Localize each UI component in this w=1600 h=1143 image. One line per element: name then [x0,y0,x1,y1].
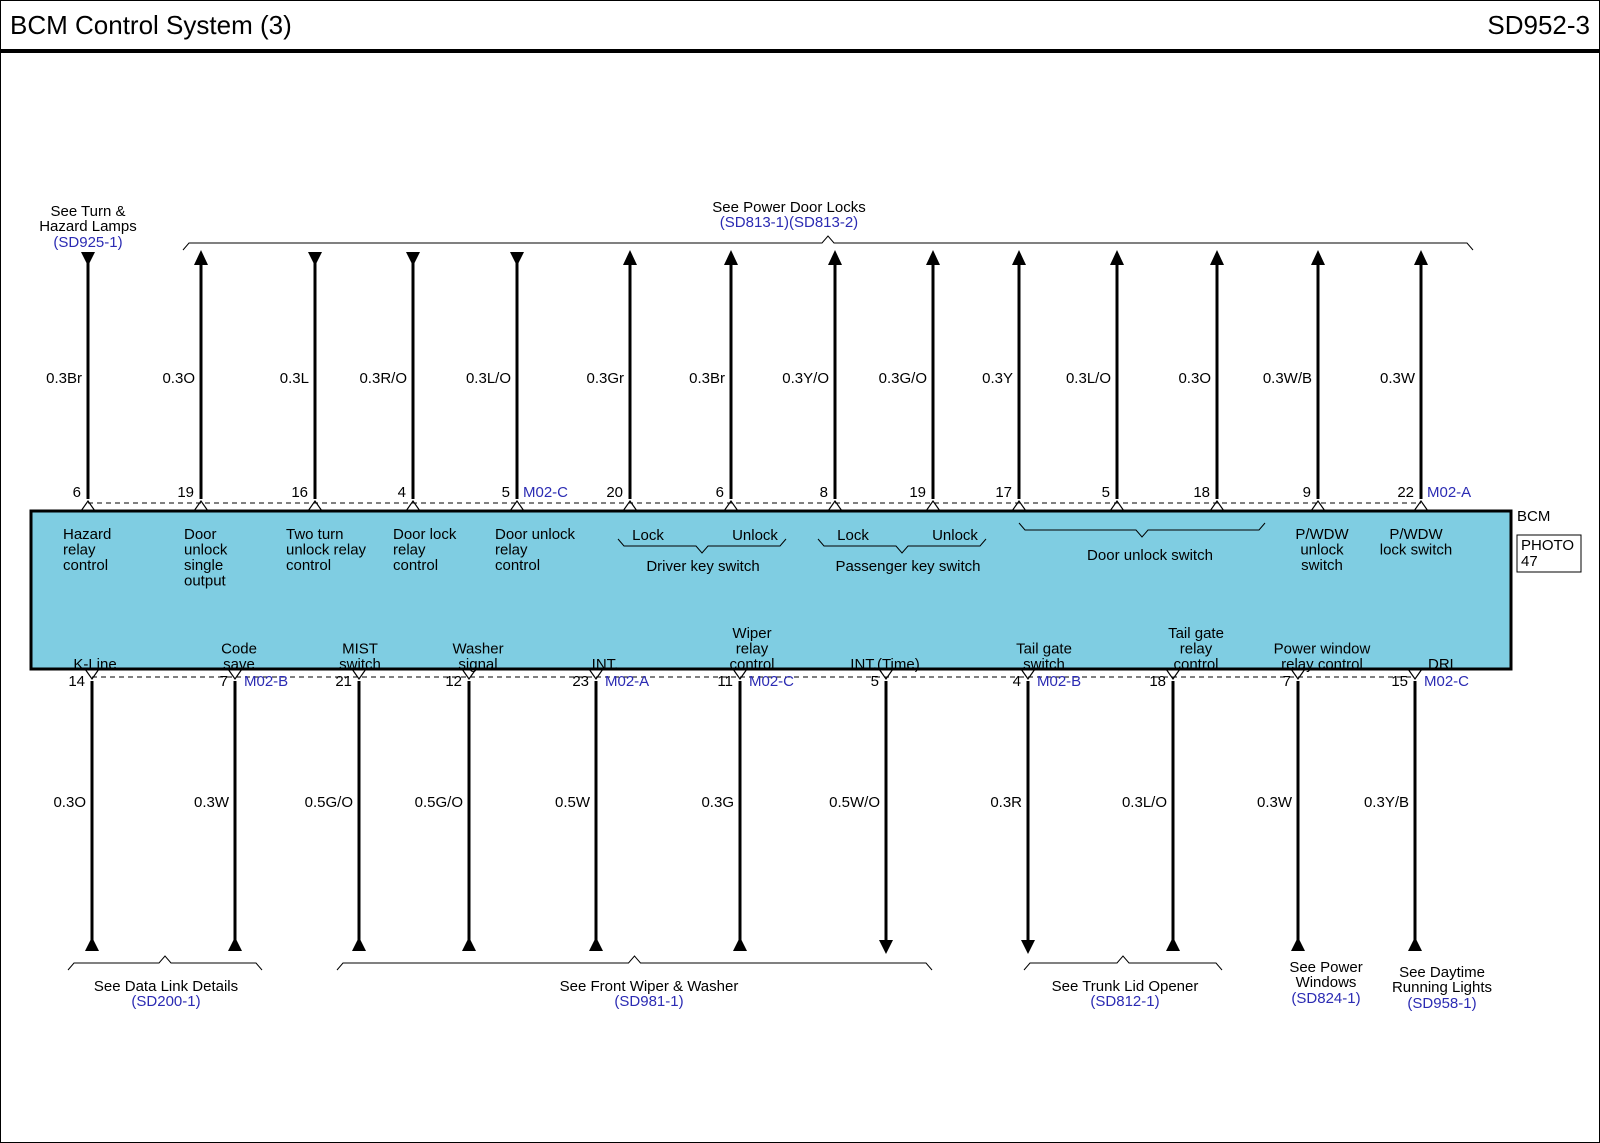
pin-number: 18 [1193,484,1210,501]
wire-arrow-up [228,937,242,951]
reference-caption: See Front Wiper & Washer [559,978,739,995]
wire-color-label: 0.3L/O [465,370,511,387]
reference-caption: See Data Link Details [93,978,239,995]
wire-arrow-up [352,937,366,951]
pin-number: 17 [995,484,1012,501]
connector-id: M02-C [749,673,795,690]
wire-arrow-up [1414,250,1428,265]
pin-function-label: relay [1179,640,1213,658]
trunk-lid-brace [1024,956,1222,970]
wire-color-label: 0.3W [193,794,229,811]
reference-caption: See Daytime [1399,964,1485,981]
wire-color-label: 0.3R [990,794,1022,811]
wire-color-label: 0.3Br [689,370,725,387]
pin-function-label: relay control [1281,656,1363,673]
wire-arrow-down [406,252,420,266]
pin-number: 19 [909,484,926,501]
pin-function-label: DRL [1427,656,1459,673]
reference-caption: See Power Door Locks [712,199,866,216]
pin-function-label: Unlock [732,527,778,544]
wire-arrow-up [926,250,940,265]
pin-function-label: save [223,656,255,673]
reference-link: (SD981-1) [614,993,684,1010]
bcm-module-name: BCM [1517,508,1551,525]
pin-function-label: Power window [1273,640,1371,658]
reference-caption: Windows [1295,974,1357,991]
wire-color-label: 0.3Br [46,370,82,387]
photo-number: 47 [1521,553,1538,570]
wire-arrow-up [589,937,603,951]
pin-function-label: Lock [632,527,664,544]
wire-color-label: 0.3W [1379,370,1415,387]
wire-color-label: 0.5G/O [414,794,463,811]
wire-arrow-up [1166,937,1180,951]
reference-link: (SD200-1) [131,993,201,1010]
pin-function-label: control [286,557,332,574]
pin-function-label: relay [495,541,528,559]
pin-number: 5 [1101,484,1110,501]
reference-caption: Hazard Lamps [39,218,137,235]
pin-number: 22 [1397,484,1414,501]
group-label: Passenger key switch [835,558,981,575]
pin-function-label: INT.(Time) [850,656,920,673]
wire-arrow-up [623,250,637,265]
photo-label: PHOTO [1521,537,1575,554]
pin-function-label: INT. [591,656,619,673]
pin-function-label: relay [63,541,96,559]
wire-color-label: 0.3G [701,794,734,811]
wire-color-label: 0.3G/O [878,370,927,387]
pin-number: 19 [177,484,194,501]
wire-color-label: 0.3Y/O [782,370,829,387]
pin-function-label: switch [1301,557,1343,574]
pin-number: 4 [1012,673,1021,690]
group-label: Driver key switch [646,558,760,575]
pin-number: 5 [870,673,879,690]
wire-color-label: 0.3Gr [586,370,624,387]
pin-number: 7 [219,673,228,690]
wire-color-label: 0.5G/O [304,794,353,811]
front-wiper-brace [337,956,932,970]
pin-number: 15 [1391,673,1408,690]
wire-arrow-up [462,937,476,951]
wire-color-label: 0.5W [554,794,590,811]
connector-id: M02-A [605,673,650,690]
pin-function-label: control [495,557,541,574]
pin-number: 12 [445,673,462,690]
pin-function-label: Door [184,526,217,543]
pin-number: 6 [72,484,81,501]
pin-number: 20 [606,484,623,501]
reference-link: (SD958-1) [1407,995,1477,1012]
pin-number: 23 [572,673,589,690]
pin-function-label: Code [221,640,257,658]
pin-function-label: relay [393,541,426,559]
reference-caption: See Power [1289,959,1363,976]
wire-color-label: 0.3W [1256,794,1292,811]
wire-color-label: 0.3Y [982,370,1013,387]
pin-number: 7 [1282,673,1291,690]
reference-caption: Running Lights [1391,979,1493,996]
pin-number: 21 [335,673,352,690]
pin-function-label: MIST [342,640,378,658]
wire-arrow-up [1311,250,1325,265]
pin-function-label: Tail gate [1016,640,1072,658]
pin-function-label: P/WDW [1295,526,1349,543]
pin-number: 8 [819,484,828,501]
pin-function-label: K-Line [73,656,117,673]
reference-caption: See Trunk Lid Opener [1051,978,1199,995]
wire-arrow-up [1012,250,1026,265]
wire-arrow-up [1110,250,1124,265]
pin-function-label: Two turn [286,526,344,543]
page-code: SD952-3 [1487,10,1590,40]
pin-function-label: Washer [452,640,504,658]
pin-number: 5 [501,484,510,501]
pin-function-label: switch [339,656,381,673]
pin-number: 16 [291,484,308,501]
pin-number: 18 [1149,673,1166,690]
pin-function-label: unlock [184,541,228,559]
pin-function-label: control [393,557,439,574]
page-title: BCM Control System (3) [10,10,292,40]
wire-color-label: 0.3O [53,794,86,811]
pin-function-label: Lock [837,527,869,544]
wire-arrow-up [1291,937,1305,951]
wire-color-label: 0.3O [162,370,195,387]
wire-arrow-down [308,252,322,266]
wire-color-label: 0.5W/O [829,794,880,811]
wire-color-label: 0.3L/O [1065,370,1111,387]
pin-number: 4 [397,484,406,501]
connector-id: M02-C [523,484,569,501]
wire-color-label: 0.3O [1178,370,1211,387]
connector-id: M02-A [1427,484,1472,501]
wire-arrow-up [1408,937,1422,951]
pin-number: 9 [1302,484,1311,501]
pin-number: 14 [68,673,85,690]
pin-function-label: Wiper [732,625,772,642]
pin-function-label: control [1173,656,1219,673]
wire-arrow-up [733,937,747,951]
pin-function-label: control [729,656,775,673]
wire-color-label: 0.3W/B [1262,370,1312,387]
pin-number: 11 [717,673,733,690]
reference-link: (SD813-1)(SD813-2) [719,214,859,231]
wire-arrow-up [85,937,99,951]
pin-function-label: Tail gate [1168,625,1224,642]
wire-color-label: 0.3L/O [1121,794,1167,811]
wire-arrow-up [1210,250,1224,265]
wire-arrow-up [724,250,738,265]
reference-link: (SD925-1) [53,234,123,251]
group-label: Door unlock switch [1087,547,1213,564]
wire-arrow-up [828,250,842,265]
pin-function-label: output [184,572,226,590]
pin-function-label: relay [735,640,769,658]
power-door-locks-brace [183,236,1473,250]
pin-function-label: unlock relay [286,541,367,559]
pin-number: 6 [715,484,724,501]
pin-function-label: P/WDW [1389,526,1443,543]
wire-color-label: 0.3L [279,370,309,387]
pin-function-label: signal [458,656,498,673]
wire-color-label: 0.3R/O [359,370,407,387]
pin-function-label: single [184,557,224,574]
connector-id: M02-B [244,673,289,690]
connector-id: M02-B [1037,673,1082,690]
pin-function-label: Unlock [932,527,978,544]
pin-function-label: switch [1023,656,1065,673]
wire-arrow-up [194,250,208,265]
reference-link: (SD824-1) [1291,990,1361,1007]
wire-arrow-down [879,940,893,954]
wire-arrow-down [81,252,95,266]
data-link-brace [68,956,262,970]
pin-function-label: Door unlock [495,526,576,543]
pin-function-label: control [63,557,109,574]
reference-link: (SD812-1) [1090,993,1160,1010]
pin-function-label: Hazard [63,526,112,543]
pin-function-label: lock switch [1379,541,1453,559]
wire-color-label: 0.3Y/B [1363,794,1409,811]
pin-function-label: unlock [1300,541,1344,559]
wire-arrow-down [510,252,524,266]
wire-arrow-down [1021,940,1035,954]
pin-function-label: Door lock [393,526,457,543]
reference-caption: See Turn & [50,203,126,220]
connector-id: M02-C [1424,673,1470,690]
